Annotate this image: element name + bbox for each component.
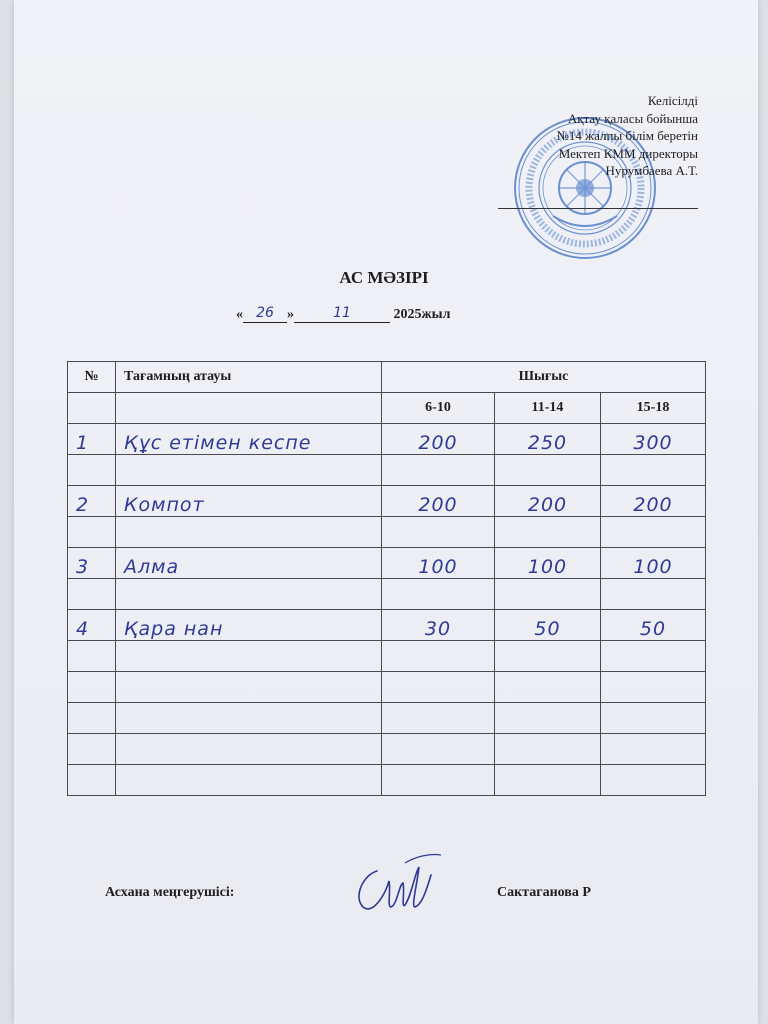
table-row [68, 486, 706, 517]
approval-signature-line [498, 208, 698, 209]
row-value-6-10: 200 [382, 486, 495, 517]
header-num: № [68, 362, 116, 393]
table-row-spacer [68, 517, 706, 548]
subheader-empty-num [68, 393, 116, 424]
row-value-6-10: 30 [382, 610, 495, 641]
approval-block [498, 92, 698, 180]
row-value-15-18: 50 [601, 610, 706, 641]
table-row-spacer [68, 455, 706, 486]
row-value-6-10: 100 [382, 548, 495, 579]
row-value-11-14: 50 [495, 610, 601, 641]
date-line [236, 305, 450, 323]
approval-line-position: Мектеп КММ директоры [558, 145, 698, 161]
date-month: 11 [294, 305, 390, 323]
header-age-11-14: 11-14 [495, 393, 601, 424]
date-day: 26 [243, 305, 287, 323]
header-age-15-18: 15-18 [601, 393, 706, 424]
row-num: 1 [68, 424, 116, 455]
approval-line-approved: Келісілді [647, 93, 698, 108]
date-quote-close: » [287, 307, 294, 322]
header-dish-name: Тағамның атауы [116, 362, 382, 393]
row-value-11-14: 200 [495, 486, 601, 517]
table-row-spacer [68, 641, 706, 672]
row-num: 2 [68, 486, 116, 517]
row-dish: Компот [116, 486, 382, 517]
row-num: 3 [68, 548, 116, 579]
date-year: 2025жыл [393, 307, 451, 322]
header-age-6-10: 6-10 [382, 393, 495, 424]
row-value-11-14: 100 [495, 548, 601, 579]
table-header-row [68, 362, 706, 393]
table-row [68, 424, 706, 455]
handwritten-signature-icon [345, 845, 445, 925]
row-dish: Алма [116, 548, 382, 579]
menu-table [67, 361, 706, 796]
approval-line-school: №14 жалпы білім беретін [556, 128, 698, 143]
row-value-15-18: 300 [601, 424, 706, 455]
page-title: АС МӘЗІРІ [339, 268, 429, 287]
table-row-empty [68, 703, 706, 734]
table-row-spacer [68, 579, 706, 610]
table-row [68, 610, 706, 641]
canteen-head-name: Сактаганова Р [497, 885, 591, 900]
row-dish: Құс етімен кеспе [116, 424, 382, 455]
approval-line-city: Ақтау қаласы бойынша [567, 110, 698, 126]
row-value-15-18: 200 [601, 486, 706, 517]
row-dish: Қара нан [116, 610, 382, 641]
table-row-empty [68, 734, 706, 765]
subheader-empty-name [116, 393, 382, 424]
table-row [68, 548, 706, 579]
table-row-empty [68, 765, 706, 796]
canteen-head-label: Асхана меңгерушісі: [105, 885, 235, 900]
header-output: Шығыс [382, 362, 706, 393]
row-num: 4 [68, 610, 116, 641]
row-value-15-18: 100 [601, 548, 706, 579]
table-row-empty [68, 672, 706, 703]
table-subheader-row [68, 393, 706, 424]
date-quote-open: « [236, 307, 243, 322]
row-value-6-10: 200 [382, 424, 495, 455]
approval-line-name: Нурумбаева А.Т. [605, 163, 698, 178]
row-value-11-14: 250 [495, 424, 601, 455]
